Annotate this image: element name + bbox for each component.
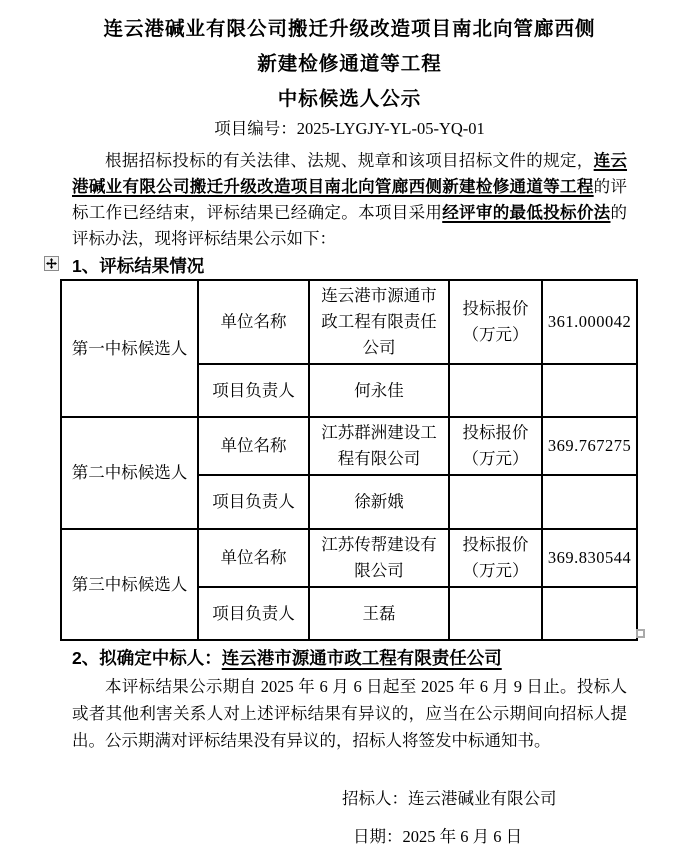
manager-label-cell: 项目负责人 bbox=[198, 364, 309, 417]
price-label-line-1: 投标报价 bbox=[462, 299, 529, 318]
section2-heading-prefix: 2、拟确定中标人： bbox=[72, 648, 222, 668]
empty-cell bbox=[542, 475, 637, 529]
price-label-cell bbox=[449, 417, 542, 475]
intro-run-3: 的评标工作已经结束，评标结果已经确定。本项目采用 bbox=[72, 177, 627, 222]
table-row bbox=[61, 529, 637, 587]
price-label-line-2: （万元） bbox=[462, 325, 529, 344]
candidate-3-unit-name-cell: 江苏传帮建设有限公司 bbox=[309, 529, 449, 587]
price-label-cell bbox=[449, 529, 542, 587]
candidate-1-unit-name-cell: 连云港市源通市政工程有限责任公司 bbox=[309, 280, 449, 364]
candidate-2-manager-cell: 徐新娥 bbox=[309, 475, 449, 529]
candidate-2-unit-name-cell: 江苏群洲建设工程有限公司 bbox=[309, 417, 449, 475]
price-label-line-1: 投标报价 bbox=[462, 423, 529, 442]
evaluation-results-table bbox=[60, 279, 638, 641]
manager-label-cell: 项目负责人 bbox=[198, 475, 309, 529]
table-resize-handle[interactable] bbox=[636, 629, 645, 638]
candidate-1-price-cell: 361.000042 bbox=[542, 280, 637, 364]
move-arrows-icon bbox=[46, 258, 57, 269]
price-label-cell bbox=[449, 280, 542, 364]
document-title-line-2: 新建检修通道等工程 bbox=[257, 53, 442, 75]
project-number: 项目编号：2025-LYGJY-YL-05-YQ-01 bbox=[214, 119, 485, 138]
price-label-line-1: 投标报价 bbox=[462, 535, 529, 554]
section1-heading: 1、评标结果情况 bbox=[72, 256, 205, 276]
manager-label-cell: 项目负责人 bbox=[198, 587, 309, 640]
candidate-1-cell: 第一中标候选人 bbox=[61, 280, 198, 417]
price-label-line-2: （万元） bbox=[462, 449, 529, 468]
document-title-line-1: 连云港碱业有限公司搬迁升级改造项目南北向管廊西侧 bbox=[103, 18, 596, 40]
intro-run-5: 的评标办法，现将评标结果公示如下： bbox=[72, 203, 627, 248]
empty-cell bbox=[542, 364, 637, 417]
closing-paragraph: 本评标结果公示期自 2025 年 6 月 6 日起至 2025 年 6 月 9 日止。投标人或者其他利害关系人对上述评标结果有异议的，应当在公示期间向招标人提出。公示期满对评标结果没有异议的，招标人将签发中标通知书。 bbox=[72, 677, 627, 750]
candidate-2-price-cell: 369.767275 bbox=[542, 417, 637, 475]
empty-cell bbox=[542, 587, 637, 640]
candidate-3-manager-cell: 王磊 bbox=[309, 587, 449, 640]
empty-cell bbox=[449, 475, 542, 529]
intro-project-name-emphasis: 连云港碱业有限公司搬迁升级改造项目南北向管廊西侧新建检修通道等工程 bbox=[72, 152, 628, 196]
signature-tenderer: 招标人：连云港碱业有限公司 bbox=[342, 789, 557, 808]
unit-label-cell: 单位名称 bbox=[198, 529, 309, 587]
section2-winner-name: 连云港市源通市政工程有限责任公司 bbox=[221, 648, 502, 668]
price-label-line-2: （万元） bbox=[462, 561, 529, 580]
table-row bbox=[61, 280, 637, 364]
candidate-3-cell: 第三中标候选人 bbox=[61, 529, 198, 640]
table-move-handle[interactable] bbox=[44, 256, 59, 271]
empty-cell bbox=[449, 364, 542, 417]
candidate-1-manager-cell: 何永佳 bbox=[309, 364, 449, 417]
candidate-2-cell: 第二中标候选人 bbox=[61, 417, 198, 529]
signature-date: 日期：2025 年 6 月 6 日 bbox=[353, 827, 523, 846]
table-row bbox=[61, 417, 637, 475]
candidate-3-price-cell: 369.830544 bbox=[542, 529, 637, 587]
intro-method-emphasis: 经评审的最低投标价法 bbox=[442, 204, 611, 222]
intro-paragraph bbox=[72, 148, 627, 251]
section2-heading bbox=[72, 647, 627, 669]
document-title-line-3: 中标候选人公示 bbox=[277, 88, 422, 110]
unit-label-cell: 单位名称 bbox=[198, 280, 309, 364]
intro-run-1: 根据招标投标的有关法律、法规、规章和该项目招标文件的规定， bbox=[105, 151, 594, 170]
unit-label-cell: 单位名称 bbox=[198, 417, 309, 475]
empty-cell bbox=[449, 587, 542, 640]
